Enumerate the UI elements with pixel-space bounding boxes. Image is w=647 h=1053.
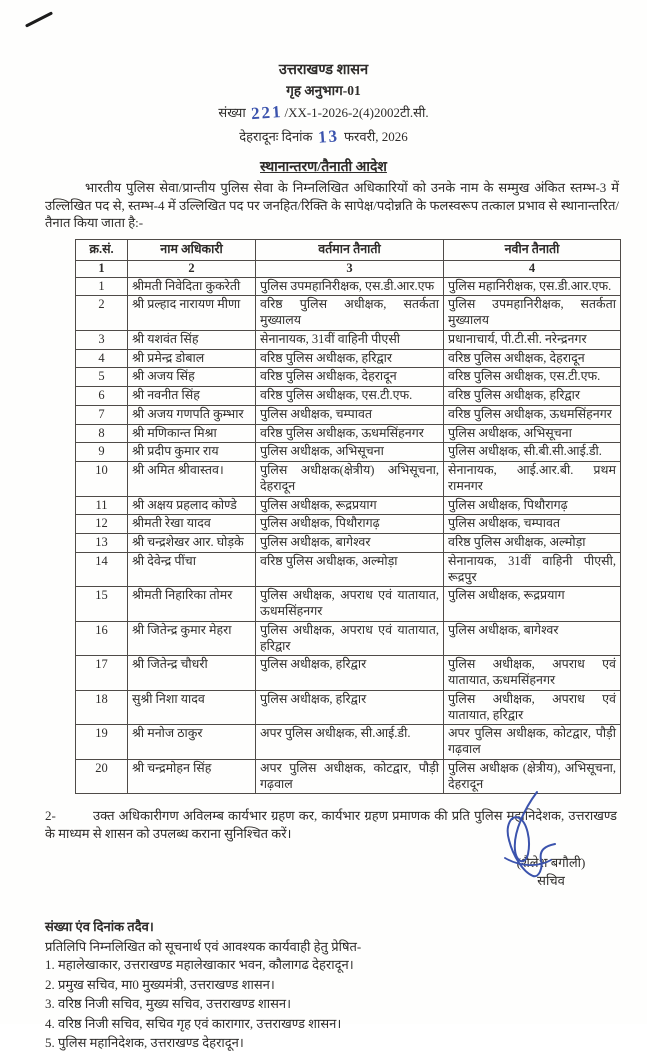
current-posting: पुलिस अधीक्षक, हरिद्वार xyxy=(256,690,444,725)
new-posting: वरिष्ठ पुलिस अधीक्षक, एस.टी.एफ. xyxy=(444,368,621,387)
date-rest: फरवरी, 2026 xyxy=(344,128,408,144)
new-posting: पुलिस अधीक्षक, पिथौरागढ़ xyxy=(444,496,621,515)
current-posting: पुलिस अधीक्षक, पिथौरागढ़ xyxy=(256,515,444,534)
letter-number-line xyxy=(0,100,647,124)
row-serial: 20 xyxy=(76,759,128,794)
column-number-row xyxy=(76,260,621,277)
signatory-title: सचिव xyxy=(537,873,565,889)
current-posting: वरिष्ठ पुलिस अधीक्षक, देहरादून xyxy=(256,368,444,387)
officer-name: श्री अक्षय प्रहलाद कोण्डे xyxy=(128,496,256,515)
cc-item: 3. वरिष्ठ निजी सचिव, मुख्य सचिव, उत्तराखण्ड शासन। xyxy=(45,996,292,1012)
col-number-3: 3 xyxy=(256,260,444,277)
row-serial: 2 xyxy=(76,296,128,331)
new-posting: वरिष्ठ पुलिस अधीक्षक, ऊधमसिंहनगर xyxy=(444,405,621,424)
current-posting: वरिष्ठ पुलिस अधीक्षक, अल्मोड़ा xyxy=(256,552,444,587)
new-posting: अपर पुलिस अधीक्षक, कोटद्वार, पौड़ी गढ़वाल xyxy=(444,725,621,760)
officer-name: श्री यशवंत सिंह xyxy=(128,330,256,349)
table-row xyxy=(76,387,621,406)
handwritten-date: 13 xyxy=(317,126,340,147)
new-posting: पुलिस अधीक्षक, अभिसूचना xyxy=(444,424,621,443)
row-serial: 11 xyxy=(76,496,128,515)
intro-paragraph: भारतीय पुलिस सेवा/प्रान्तीय पुलिस सेवा के निम्नलिखित अधिकारियों को उनके नाम के सम्मुख अंकित स्तम्भ-3 में उल्लिखित पद से, स्तम्भ-4 में उल्लिखित पद पर जनहित/रिक्ति के सापेक्ष/पदोन्नति के फलस्वरूप तत्काल प्रभाव से स्थानान्तरित/तैनात किया जाता है:- xyxy=(45,179,619,231)
table-row xyxy=(76,496,621,515)
new-posting: पुलिस उपमहानिरीक्षक, सतर्कता मुख्यालय xyxy=(444,296,621,331)
header-new-posting: नवीन तैनाती xyxy=(444,240,621,261)
signatory-name: (शैलेश बगौली) xyxy=(516,854,586,870)
table-row xyxy=(76,368,621,387)
current-posting: पुलिस अधीक्षक, अपराध एवं यातायात, ऊधमसिंहनगर xyxy=(256,587,444,622)
table-row xyxy=(76,330,621,349)
row-serial: 12 xyxy=(76,515,128,534)
cc-heading: प्रतिलिपि निम्नलिखित को सूचनार्थ एवं आवश्यक कार्यवाही हेतु प्रेषित- xyxy=(45,939,362,955)
current-posting: पुलिस अधीक्षक, रूद्रप्रयाग xyxy=(256,496,444,515)
new-posting: पुलिस अधीक्षक, रूद्रप्रयाग xyxy=(444,587,621,622)
cc-item: 4. वरिष्ठ निजी सचिव, सचिव गृह एवं कारागार, उत्तराखण्ड शासन। xyxy=(45,1015,342,1031)
cc-item: 2. प्रमुख सचिव, मा0 मुख्यमंत्री, उत्तराखण्ड शासन। xyxy=(45,976,275,992)
row-serial: 14 xyxy=(76,552,128,587)
new-posting: पुलिस अधीक्षक (क्षेत्रीय), अभिसूचना, देहरादून xyxy=(444,759,621,794)
new-posting: पुलिस अधीक्षक, बागेश्वर xyxy=(444,621,621,656)
new-posting: प्रधानाचार्य, पी.टी.सी. नरेन्द्रनगर xyxy=(444,330,621,349)
officer-name: श्री प्रदीप कुमार राय xyxy=(128,443,256,462)
cc-item: 5. पुलिस महानिदेशक, उत्तराखण्ड देहरादून। xyxy=(45,1035,244,1051)
header-serial: क्र.सं. xyxy=(76,240,128,261)
document-header xyxy=(0,0,647,148)
row-serial: 4 xyxy=(76,349,128,368)
col-number-2: 2 xyxy=(128,260,256,277)
officer-name: श्री जितेन्द्र चौधरी xyxy=(128,656,256,691)
row-serial: 17 xyxy=(76,656,128,691)
current-posting: वरिष्ठ पुलिस अधीक्षक, हरिद्वार xyxy=(256,349,444,368)
row-serial: 1 xyxy=(76,277,128,296)
officer-name: श्री चन्द्रशेखर आर. घोड़के xyxy=(128,534,256,553)
current-posting: सेनानायक, 31वीं वाहिनी पीएसी xyxy=(256,330,444,349)
current-posting: पुलिस अधीक्षक, अभिसूचना xyxy=(256,443,444,462)
officer-name: श्री अजय गणपति कुम्भार xyxy=(128,405,256,424)
signature-block xyxy=(491,854,611,892)
table-row xyxy=(76,552,621,587)
row-serial: 5 xyxy=(76,368,128,387)
current-posting: पुलिस अधीक्षक, बागेश्वर xyxy=(256,534,444,553)
new-posting: पुलिस अधीक्षक, चम्पावत xyxy=(444,515,621,534)
table-row xyxy=(76,759,621,794)
government-name: उत्तराखण्ड शासन xyxy=(278,62,369,78)
officer-name: श्रीमती निवेदिता कुकरेती xyxy=(128,277,256,296)
current-posting: वरिष्ठ पुलिस अधीक्षक, एस.टी.एफ. xyxy=(256,387,444,406)
officer-name: श्री जितेन्द्र कुमार मेहरा xyxy=(128,621,256,656)
row-serial: 7 xyxy=(76,405,128,424)
table-row xyxy=(76,462,621,497)
current-posting: पुलिस अधीक्षक, अपराध एवं यातायात, हरिद्वार xyxy=(256,621,444,656)
officer-name: श्रीमती रेखा यादव xyxy=(128,515,256,534)
table-row xyxy=(76,534,621,553)
table-row xyxy=(76,277,621,296)
new-posting: सेनानायक, 31वीं वाहिनी पीएसी, रूद्रपुर xyxy=(444,552,621,587)
table-row xyxy=(76,296,621,331)
current-posting: अपर पुलिस अधीक्षक, सी.आई.डी. xyxy=(256,725,444,760)
new-posting: वरिष्ठ पुलिस अधीक्षक, अल्मोड़ा xyxy=(444,534,621,553)
table-row xyxy=(76,349,621,368)
new-posting: पुलिस महानिरीक्षक, एस.डी.आर.एफ. xyxy=(444,277,621,296)
cc-list xyxy=(45,955,647,1053)
table-row xyxy=(76,690,621,725)
new-posting: सेनानायक, आई.आर.बी. प्रथम रामनगर xyxy=(444,462,621,497)
table-row xyxy=(76,424,621,443)
new-posting: पुलिस अधीक्षक, अपराध एवं यातायात, ऊधमसिंहनगर xyxy=(444,656,621,691)
header-current-posting: वर्तमान तैनाती xyxy=(256,240,444,261)
row-serial: 15 xyxy=(76,587,128,622)
new-posting: वरिष्ठ पुलिस अधीक्षक, हरिद्वार xyxy=(444,387,621,406)
current-posting: पुलिस अधीक्षक(क्षेत्रीय) अभिसूचना, देहरादून xyxy=(256,462,444,497)
same-number-date-line: संख्या एंव दिनांक तदैव। xyxy=(45,919,154,935)
current-posting: पुलिस अधीक्षक, हरिद्वार xyxy=(256,656,444,691)
officer-name: श्री प्रमेन्द्र डोबाल xyxy=(128,349,256,368)
table-header-row xyxy=(76,240,621,261)
current-posting: पुलिस अधीक्षक, चम्पावत xyxy=(256,405,444,424)
row-serial: 8 xyxy=(76,424,128,443)
row-serial: 9 xyxy=(76,443,128,462)
officer-name: श्री अमित श्रीवास्तव। xyxy=(128,462,256,497)
officer-name: श्री नवनीत सिंह xyxy=(128,387,256,406)
table-row xyxy=(76,725,621,760)
officer-name: श्री प्रल्हाद नारायण मीणा xyxy=(128,296,256,331)
document-title: स्थानान्तरण/तैनाती आदेश xyxy=(260,159,387,175)
para2 xyxy=(45,807,617,843)
row-serial: 19 xyxy=(76,725,128,760)
row-serial: 18 xyxy=(76,690,128,725)
col-number-1: 1 xyxy=(76,260,128,277)
para2-text: उक्त अधिकारीगण अविलम्ब कार्यभार ग्रहण कर, कार्यभार ग्रहण प्रमाणक की प्रति पुलिस महानिदेशक, उत्तराखण्ड के माध्यम से शासन को उपलब्ध कराना सुनिश्चित करें। xyxy=(45,808,617,842)
row-serial: 13 xyxy=(76,534,128,553)
table-row xyxy=(76,587,621,622)
number-prefix: संख्या xyxy=(218,104,246,120)
number-rest: /XX-1-2026-2(4)2002टी.सी. xyxy=(284,104,429,120)
row-serial: 16 xyxy=(76,621,128,656)
table-row xyxy=(76,656,621,691)
current-posting: अपर पुलिस अधीक्षक, कोटद्वार, पौड़ी गढ़वाल xyxy=(256,759,444,794)
table-row xyxy=(76,515,621,534)
officer-name: श्री अजय सिंह xyxy=(128,368,256,387)
col-number-4: 4 xyxy=(444,260,621,277)
place-date-prefix: देहरादूनः दिनांक xyxy=(239,128,313,144)
handwritten-letter-number: 221 xyxy=(250,101,284,123)
officer-name: सुश्री निशा यादव xyxy=(128,690,256,725)
row-serial: 10 xyxy=(76,462,128,497)
current-posting: वरिष्ठ पुलिस अधीक्षक, ऊधमसिंहनगर xyxy=(256,424,444,443)
table-row xyxy=(76,621,621,656)
transfer-table xyxy=(75,239,621,794)
closing-section xyxy=(0,807,647,891)
new-posting: वरिष्ठ पुलिस अधीक्षक, देहरादून xyxy=(444,349,621,368)
cc-item: 1. महालेखाकार, उत्तराखण्ड महालेखाकार भवन, कौलागढ देहरादून। xyxy=(45,957,354,973)
officer-name: श्री चन्द्रमोहन सिंह xyxy=(128,759,256,794)
table-body xyxy=(76,277,621,794)
department-section: गृह अनुभाग-01 xyxy=(286,82,361,98)
row-serial: 6 xyxy=(76,387,128,406)
officer-name: श्री मणिकान्त मिश्रा xyxy=(128,424,256,443)
para2-number: 2- xyxy=(45,808,56,824)
table-row xyxy=(76,405,621,424)
new-posting: पुलिस अधीक्षक, सी.बी.सी.आई.डी. xyxy=(444,443,621,462)
table-row xyxy=(76,443,621,462)
place-date-line xyxy=(0,124,647,148)
officer-name: श्री देवेन्द्र पींचा xyxy=(128,552,256,587)
row-serial: 3 xyxy=(76,330,128,349)
new-posting: पुलिस अधीक्षक, अपराध एवं यातायात, हरिद्वार xyxy=(444,690,621,725)
current-posting: वरिष्ठ पुलिस अधीक्षक, सतर्कता मुख्यालय xyxy=(256,296,444,331)
officer-name: श्रीमती निहारिका तोमर xyxy=(128,587,256,622)
header-officer-name: नाम अधिकारी xyxy=(128,240,256,261)
current-posting: पुलिस उपमहानिरीक्षक, एस.डी.आर.एफ xyxy=(256,277,444,296)
officer-name: श्री मनोज ठाकुर xyxy=(128,725,256,760)
